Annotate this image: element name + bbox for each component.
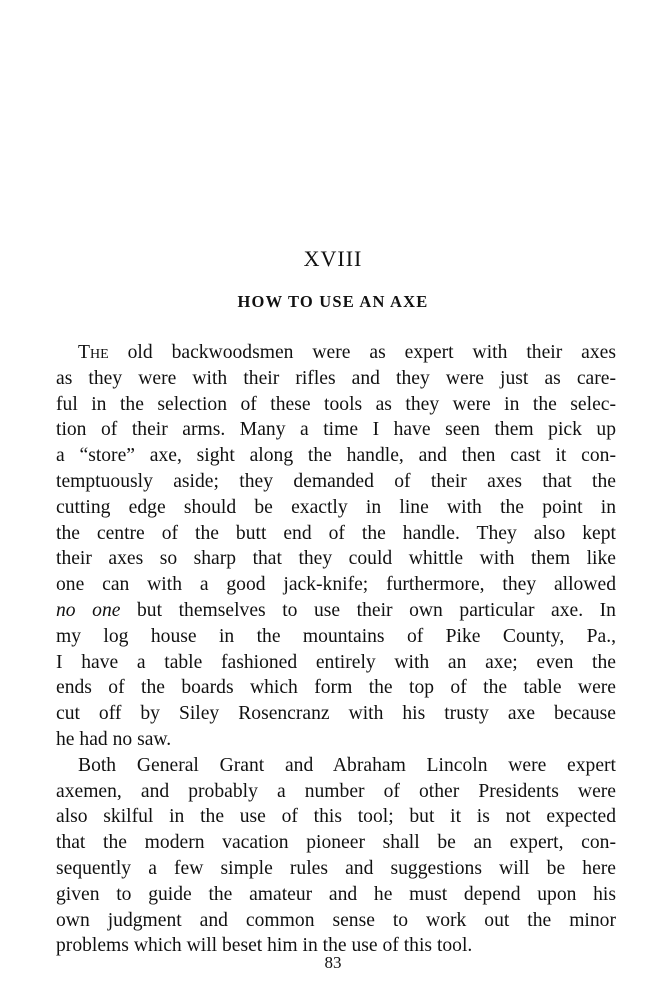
text-line: cutting edge should be exactly in line with the point in xyxy=(56,496,616,518)
text-line: given to guide the amateur and he must depend upon his xyxy=(56,883,616,905)
text-line: cut off by Siley Rosencranz with his trusty axe because xyxy=(56,703,616,725)
text-line: The old backwoodsmen were as expert with their axes xyxy=(78,342,616,363)
text-line: Both General Grant and Abraham Lincoln were expert xyxy=(78,754,616,776)
text-line: also skilful in the use of this tool; but it is not expected xyxy=(56,806,616,828)
text-line: temptuously aside; they demanded of their axes that the xyxy=(56,470,616,492)
paragraph xyxy=(56,753,616,959)
text-line: no one but themselves to use their own particular axe. In xyxy=(56,599,616,621)
text-line: I have a table fashioned entirely with an axe; even the xyxy=(56,651,616,673)
text-line: tion of their arms. Many a time I have seen them pick up xyxy=(56,419,616,441)
text-line: ends of the boards which form the top of the table were xyxy=(56,677,616,699)
text-line: the centre of the butt end of the handle. They also kept xyxy=(56,522,616,544)
lead-word: The xyxy=(78,342,109,363)
chapter-number: XVIII xyxy=(303,246,363,271)
text-line: that the modern vacation pioneer shall be an expert, con- xyxy=(56,832,616,854)
text-line: ful in the selection of these tools as they were in the selec- xyxy=(56,393,616,415)
text-line: as they were with their rifles and they were just as care- xyxy=(56,367,616,389)
emphasis: no one xyxy=(56,599,121,621)
paragraph xyxy=(56,340,616,753)
text-line: problems which will beset him in the use of this tool. xyxy=(56,935,473,957)
text-line: a “store” axe, sight along the handle, and then cast it con- xyxy=(56,445,616,467)
text-line: he had no saw. xyxy=(56,728,172,750)
body-text xyxy=(56,340,616,959)
page-number: 83 xyxy=(324,953,342,972)
text-line: one can with a good jack-knife; furthermore, they allowed xyxy=(56,574,616,596)
chapter-title: HOW TO USE AN AXE xyxy=(237,292,429,311)
text-line: their axes so sharp that they could whittle with them like xyxy=(56,548,616,570)
text-line: my log house in the mountains of Pike County, Pa., xyxy=(56,625,616,647)
text-line: own judgment and common sense to work out the minor xyxy=(56,909,616,931)
text-line: axemen, and probably a number of other Presidents were xyxy=(56,780,616,802)
text-line: sequently a few simple rules and suggestions will be here xyxy=(56,857,616,879)
